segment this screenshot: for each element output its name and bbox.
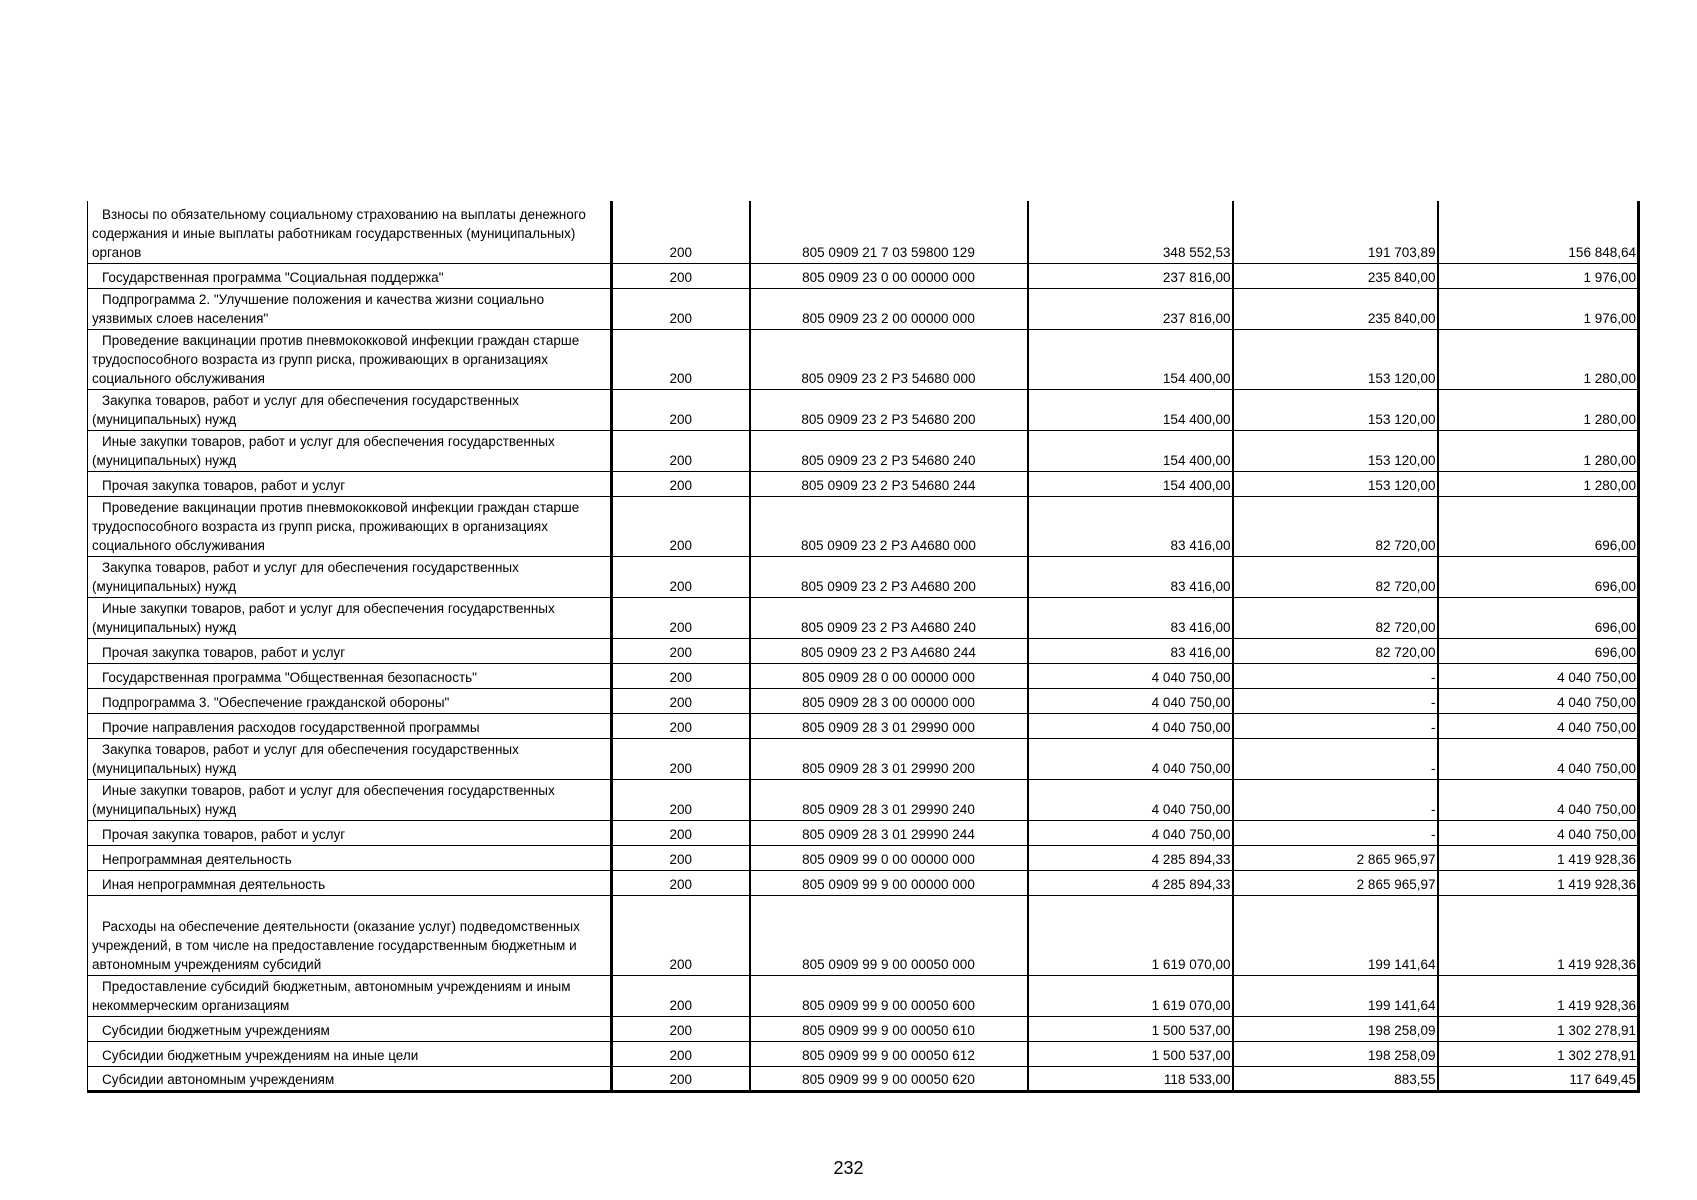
row-remaining: 696,00 [1438,556,1639,597]
row-classification: 805 0909 28 3 00 00000 000 [750,688,1028,713]
row-executed: 82 720,00 [1233,638,1438,663]
row-name: Прочие направления расходов государственной программы [102,719,480,735]
row-name-cell [88,329,612,389]
row-name: Государственная программа "Социальная поддержка" [102,269,444,285]
row-code: 200 [612,1041,750,1066]
row-classification: 805 0909 23 0 00 00000 000 [750,263,1028,288]
row-approved: 4 040 750,00 [1028,779,1233,820]
row-approved: 1 619 070,00 [1028,975,1233,1016]
row-executed: - [1233,779,1438,820]
row-code: 200 [612,845,750,870]
row-name-cell [88,430,612,471]
row-code: 200 [612,779,750,820]
row-classification: 805 0909 99 9 00 00050 620 [750,1066,1028,1091]
row-remaining: 1 419 928,36 [1438,975,1639,1016]
table-row [88,329,1639,389]
row-remaining: 1 976,00 [1438,263,1639,288]
row-classification: 805 0909 21 7 03 59800 129 [750,201,1028,263]
row-classification: 805 0909 28 0 00 00000 000 [750,663,1028,688]
row-code: 200 [612,663,750,688]
row-name-cell [88,975,612,1016]
row-approved: 83 416,00 [1028,638,1233,663]
row-remaining: 1 302 278,91 [1438,1041,1639,1066]
page-number: 232 [833,1158,864,1178]
table-row [88,1041,1639,1066]
table-row [88,1016,1639,1041]
row-classification: 805 0909 23 2 P3 A4680 244 [750,638,1028,663]
row-name: Закупка товаров, работ и услуг для обеспечения государственных (муниципальных) нужд [92,392,519,427]
table-row [88,820,1639,845]
row-name: Предоставление субсидий бюджетным, автономным учреждениям и иным некоммерческим организациям [92,978,571,1013]
row-code: 200 [612,263,750,288]
row-classification: 805 0909 23 2 P3 A4680 240 [750,597,1028,638]
row-executed: - [1233,820,1438,845]
row-classification: 805 0909 99 9 00 00050 612 [750,1041,1028,1066]
row-name: Подпрограмма 2. "Улучшение положения и качества жизни социально уязвимых слоев населения" [92,291,545,326]
table-row [88,713,1639,738]
row-code: 200 [612,1016,750,1041]
row-code: 200 [612,597,750,638]
row-code: 200 [612,713,750,738]
table-row [88,389,1639,430]
row-approved: 4 040 750,00 [1028,738,1233,779]
row-executed: 191 703,89 [1233,201,1438,263]
row-approved: 83 416,00 [1028,556,1233,597]
row-code: 200 [612,201,750,263]
row-code: 200 [612,288,750,329]
row-approved: 4 040 750,00 [1028,663,1233,688]
table-row [88,1066,1639,1091]
row-classification: 805 0909 28 3 01 29990 244 [750,820,1028,845]
table-row [88,263,1639,288]
row-remaining: 4 040 750,00 [1438,779,1639,820]
row-classification: 805 0909 99 0 00 00000 000 [750,845,1028,870]
row-remaining: 1 280,00 [1438,430,1639,471]
row-classification: 805 0909 99 9 00 00050 600 [750,975,1028,1016]
row-executed: 199 141,64 [1233,975,1438,1016]
row-remaining: 4 040 750,00 [1438,820,1639,845]
row-name-cell [88,597,612,638]
row-remaining: 1 280,00 [1438,471,1639,496]
row-code: 200 [612,738,750,779]
row-approved: 237 816,00 [1028,263,1233,288]
row-remaining: 4 040 750,00 [1438,738,1639,779]
row-name: Проведение вакцинации против пневмококковой инфекции граждан старше трудоспособного возраста из групп риска, проживающих в организациях социального обслуживания [92,332,580,386]
row-name-cell [88,556,612,597]
row-code: 200 [612,496,750,556]
row-code: 200 [612,329,750,389]
row-executed: 2 865 965,97 [1233,845,1438,870]
row-executed: 198 258,09 [1233,1041,1438,1066]
row-code: 200 [612,820,750,845]
table-row [88,779,1639,820]
row-approved: 4 040 750,00 [1028,820,1233,845]
row-name-cell [88,201,612,263]
row-classification: 805 0909 99 9 00 00050 000 [750,895,1028,975]
row-approved: 154 400,00 [1028,389,1233,430]
row-code: 200 [612,895,750,975]
row-classification: 805 0909 23 2 P3 54680 240 [750,430,1028,471]
row-executed: 153 120,00 [1233,430,1438,471]
row-approved: 154 400,00 [1028,471,1233,496]
row-name-cell [88,1066,612,1091]
row-name-cell [88,288,612,329]
row-remaining: 1 419 928,36 [1438,870,1639,895]
row-classification: 805 0909 28 3 01 29990 240 [750,779,1028,820]
row-name-cell [88,1016,612,1041]
row-code: 200 [612,638,750,663]
row-code: 200 [612,975,750,1016]
row-classification: 805 0909 23 2 P3 54680 000 [750,329,1028,389]
row-executed: 82 720,00 [1233,556,1438,597]
row-code: 200 [612,870,750,895]
row-name-cell [88,738,612,779]
row-name-cell [88,1041,612,1066]
row-classification: 805 0909 23 2 P3 54680 200 [750,389,1028,430]
row-name: Субсидии бюджетным учреждениям на иные цели [102,1047,419,1063]
row-executed: 2 865 965,97 [1233,870,1438,895]
row-executed: - [1233,713,1438,738]
table-row [88,738,1639,779]
row-approved: 4 040 750,00 [1028,713,1233,738]
row-remaining: 1 280,00 [1438,329,1639,389]
row-code: 200 [612,430,750,471]
row-code: 200 [612,556,750,597]
row-code: 200 [612,1066,750,1091]
row-name-cell [88,688,612,713]
row-remaining: 1 419 928,36 [1438,895,1639,975]
row-executed: 235 840,00 [1233,288,1438,329]
row-name: Иная непрограммная деятельность [102,876,326,892]
row-code: 200 [612,471,750,496]
row-name-cell [88,663,612,688]
row-executed: 235 840,00 [1233,263,1438,288]
row-approved: 4 285 894,33 [1028,845,1233,870]
row-remaining: 1 976,00 [1438,288,1639,329]
row-name: Прочая закупка товаров, работ и услуг [102,477,346,493]
row-classification: 805 0909 23 2 P3 A4680 200 [750,556,1028,597]
row-remaining: 4 040 750,00 [1438,713,1639,738]
row-remaining: 156 848,64 [1438,201,1639,263]
row-executed: 82 720,00 [1233,496,1438,556]
row-name-cell [88,870,612,895]
row-approved: 348 552,53 [1028,201,1233,263]
row-executed: 153 120,00 [1233,329,1438,389]
row-executed: 883,55 [1233,1066,1438,1091]
row-name-cell [88,263,612,288]
row-remaining: 1 302 278,91 [1438,1016,1639,1041]
table-row [88,638,1639,663]
table-row [88,288,1639,329]
row-name-cell [88,389,612,430]
row-name-cell [88,895,612,975]
row-name: Расходы на обеспечение деятельности (оказание услуг) подведомственных учреждений, в том числе на предоставление государственным бюджетным и автономным учреждениям субсидий [92,918,580,972]
row-executed: - [1233,738,1438,779]
row-remaining: 1 280,00 [1438,389,1639,430]
row-name-cell [88,820,612,845]
row-approved: 1 500 537,00 [1028,1016,1233,1041]
table-row [88,597,1639,638]
row-classification: 805 0909 99 9 00 00000 000 [750,870,1028,895]
table-row [88,471,1639,496]
row-executed: 82 720,00 [1233,597,1438,638]
row-classification: 805 0909 23 2 P3 A4680 000 [750,496,1028,556]
table-body [88,201,1639,1091]
row-approved: 83 416,00 [1028,496,1233,556]
row-executed: - [1233,688,1438,713]
row-approved: 4 285 894,33 [1028,870,1233,895]
row-executed: - [1233,663,1438,688]
row-name: Субсидии автономным учреждениям [102,1071,335,1087]
row-classification: 805 0909 99 9 00 00050 610 [750,1016,1028,1041]
table-row [88,688,1639,713]
row-executed: 153 120,00 [1233,389,1438,430]
row-approved: 1 619 070,00 [1028,895,1233,975]
table-row [88,975,1639,1016]
table-row [88,430,1639,471]
row-name: Иные закупки товаров, работ и услуг для обеспечения государственных (муниципальных) нужд [92,782,555,817]
row-classification: 805 0909 23 2 00 00000 000 [750,288,1028,329]
row-approved: 154 400,00 [1028,430,1233,471]
row-approved: 1 500 537,00 [1028,1041,1233,1066]
row-name: Закупка товаров, работ и услуг для обеспечения государственных (муниципальных) нужд [92,559,519,594]
row-name: Государственная программа "Общественная безопасность" [102,669,477,685]
row-code: 200 [612,389,750,430]
row-name: Иные закупки товаров, работ и услуг для обеспечения государственных (муниципальных) нужд [92,600,555,635]
row-executed: 199 141,64 [1233,895,1438,975]
row-name: Иные закупки товаров, работ и услуг для обеспечения государственных (муниципальных) нужд [92,433,555,468]
table-row [88,496,1639,556]
row-approved: 83 416,00 [1028,597,1233,638]
row-classification: 805 0909 28 3 01 29990 200 [750,738,1028,779]
row-classification: 805 0909 23 2 P3 54680 244 [750,471,1028,496]
row-name: Непрограммная деятельность [102,851,292,867]
row-name: Прочая закупка товаров, работ и услуг [102,826,346,842]
row-remaining: 1 419 928,36 [1438,845,1639,870]
row-remaining: 4 040 750,00 [1438,688,1639,713]
row-approved: 118 533,00 [1028,1066,1233,1091]
row-name: Подпрограмма 3. "Обеспечение гражданской обороны" [102,694,450,710]
row-classification: 805 0909 28 3 01 29990 000 [750,713,1028,738]
row-name: Закупка товаров, работ и услуг для обеспечения государственных (муниципальных) нужд [92,741,519,776]
row-name-cell [88,638,612,663]
row-name: Проведение вакцинации против пневмококковой инфекции граждан старше трудоспособного возраста из групп риска, проживающих в организациях социального обслуживания [92,499,580,553]
row-remaining: 4 040 750,00 [1438,663,1639,688]
row-executed: 153 120,00 [1233,471,1438,496]
row-approved: 154 400,00 [1028,329,1233,389]
row-name-cell [88,779,612,820]
table-row [88,556,1639,597]
row-remaining: 696,00 [1438,638,1639,663]
table-row [88,845,1639,870]
budget-execution-table [87,201,1640,1093]
table-row [88,201,1639,263]
row-approved: 4 040 750,00 [1028,688,1233,713]
row-approved: 237 816,00 [1028,288,1233,329]
row-name-cell [88,496,612,556]
table-row [88,870,1639,895]
row-code: 200 [612,688,750,713]
row-remaining: 696,00 [1438,597,1639,638]
row-name-cell [88,713,612,738]
row-name: Взносы по обязательному социальному страхованию на выплаты денежного содержания и иные выплаты работникам государственных (муниципальных) органов [92,206,586,260]
table-row [88,895,1639,975]
table-row [88,663,1639,688]
row-name-cell [88,845,612,870]
row-name: Прочая закупка товаров, работ и услуг [102,644,346,660]
row-name: Субсидии бюджетным учреждениям [102,1022,330,1038]
row-executed: 198 258,09 [1233,1016,1438,1041]
row-remaining: 117 649,45 [1438,1066,1639,1091]
row-remaining: 696,00 [1438,496,1639,556]
row-name-cell [88,471,612,496]
